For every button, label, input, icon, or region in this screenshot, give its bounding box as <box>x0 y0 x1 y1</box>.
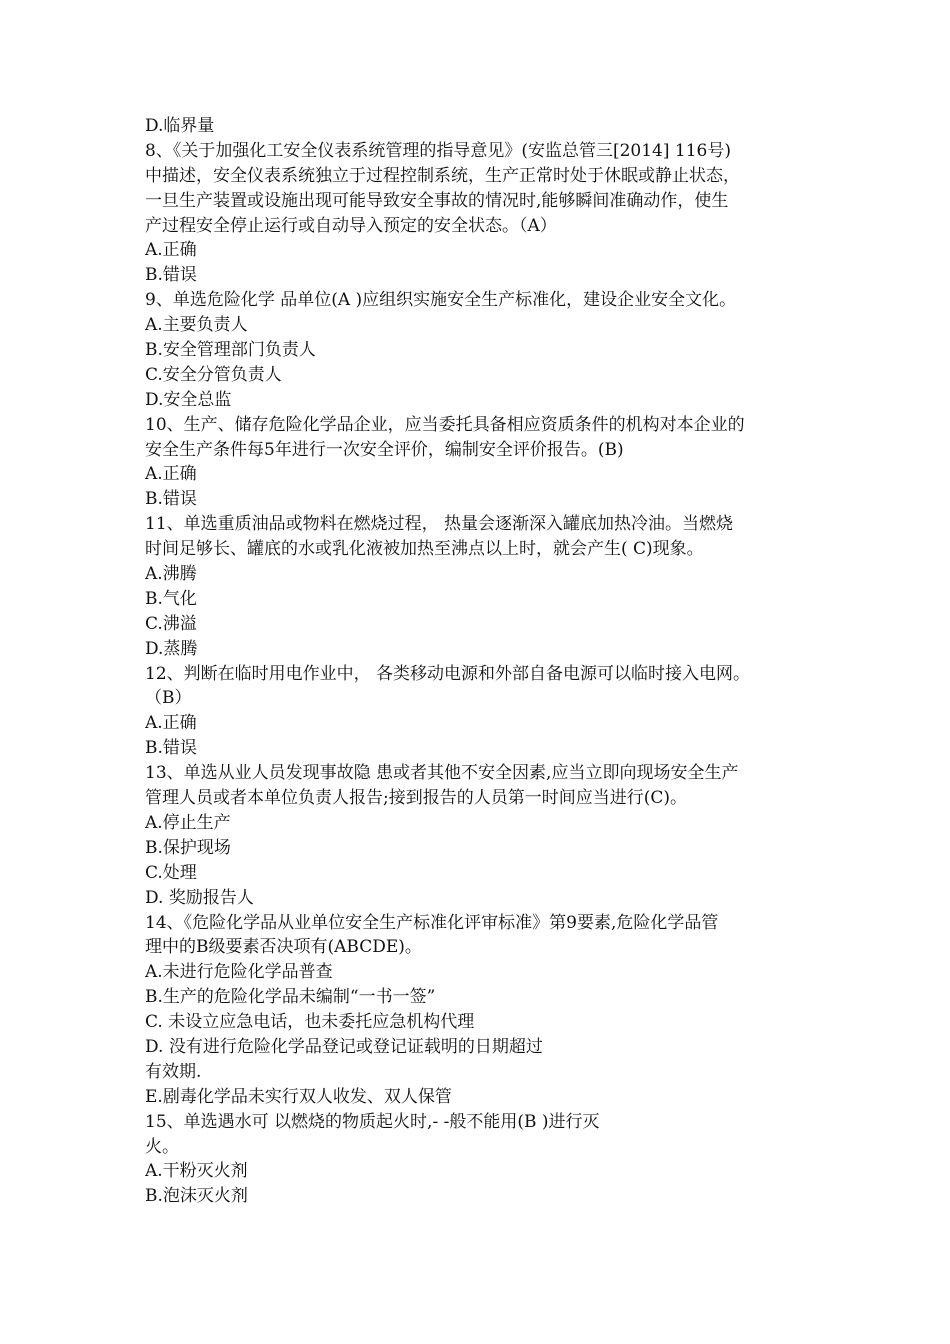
text-line: A.停止生产 <box>145 812 231 833</box>
text-line: 管理人员或者本单位负责人报告;接到报告的人员第一时间应当进行(C)。 <box>145 788 687 809</box>
text-line: D. 没有进行危险化学品登记或登记证载明的日期超过 <box>145 1036 543 1057</box>
text-line: D.蒸腾 <box>145 638 198 659</box>
document-page <box>145 114 815 1209</box>
text-line: 安全生产条件每5年进行一次安全评价，编制安全评价报告。(B) <box>145 439 624 460</box>
text-line: B.泡沫灭火剂 <box>145 1186 248 1207</box>
text-line: B.气化 <box>145 588 197 609</box>
text-line: 一旦生产装置或设施出现可能导致安全事故的情况时,能够瞬间准确动作，使生 <box>145 190 729 211</box>
text-line: 11、单选重质油品或物料在燃烧过程， 热量会逐渐深入罐底加热冷油。当燃烧 <box>145 514 734 535</box>
text-line: B.保护现场 <box>145 837 231 858</box>
text-line: 理中的B级要素否决项有(ABCDE)。 <box>145 937 422 958</box>
text-line: 火。 <box>145 1136 179 1157</box>
text-line: B.错误 <box>145 738 197 759</box>
text-line: A.干粉灭火剂 <box>145 1161 248 1182</box>
text-line: A.正确 <box>145 240 197 261</box>
text-line: C.安全分管负责人 <box>145 364 282 385</box>
text-line: 9、单选危险化学 品单位(A )应组织实施安全生产标准化，建设企业安全文化。 <box>145 290 737 311</box>
text-line: A.未进行危险化学品普查 <box>145 962 333 983</box>
text-line: 14、《危险化学品从业单位安全生产标准化评审标准》第9要素,危险化学品管 <box>145 912 719 933</box>
text-line: B.错误 <box>145 265 197 286</box>
text-line: A.正确 <box>145 464 197 485</box>
text-line: B.安全管理部门负责人 <box>145 340 316 361</box>
text-line: C.沸溢 <box>145 613 197 634</box>
text-line: 有效期. <box>145 1061 202 1082</box>
text-line: 产过程安全停止运行或自动导入预定的安全状态。（A） <box>145 215 557 236</box>
text-line: D.安全总监 <box>145 389 232 410</box>
text-line: B.错误 <box>145 489 197 510</box>
text-line: 12、判断在临时用电作业中， 各类移动电源和外部自备电源可以临时接入电网。 <box>145 663 751 684</box>
text-line: A.主要负责人 <box>145 315 248 336</box>
text-line: C. 未设立应急电话，也未委托应急机构代理 <box>145 1012 475 1033</box>
text-line: 中描述，安全仪表系统独立于过程控制系统，生产正常时处于休眠或静止状态， <box>145 165 740 186</box>
text-line: 13、单选从业人员发现事故隐 患或者其他不安全因素,应当立即向现场安全生产 <box>145 763 739 784</box>
text-line: D. 奖励报告人 <box>145 887 254 908</box>
text-line: D.临界量 <box>145 116 215 136</box>
text-line: 10、生产、储存危险化学品企业，应当委托具备相应资质条件的机构对本企业的 <box>145 414 745 435</box>
text-line: A.正确 <box>145 713 197 734</box>
text-line: 时间足够长、罐底的水或乳化液被加热至沸点以上时，就会产生( C)现象。 <box>145 539 704 560</box>
text-line: 8、《关于加强化工安全仪表系统管理的指导意见》(安监总管三[2014] 116号) <box>145 140 731 161</box>
text-line: B.生产的危险化学品未编制“一书一签” <box>145 987 436 1008</box>
text-line: 15、单选遇水可 以燃烧的物质起火时,- -般不能用(B )进行灭 <box>145 1111 600 1132</box>
text-line: A.沸腾 <box>145 564 197 585</box>
text-line: （B） <box>145 688 192 709</box>
text-line: C.处理 <box>145 862 197 883</box>
text-line: E.剧毒化学品未实行双人收发、双人保管 <box>145 1086 452 1107</box>
